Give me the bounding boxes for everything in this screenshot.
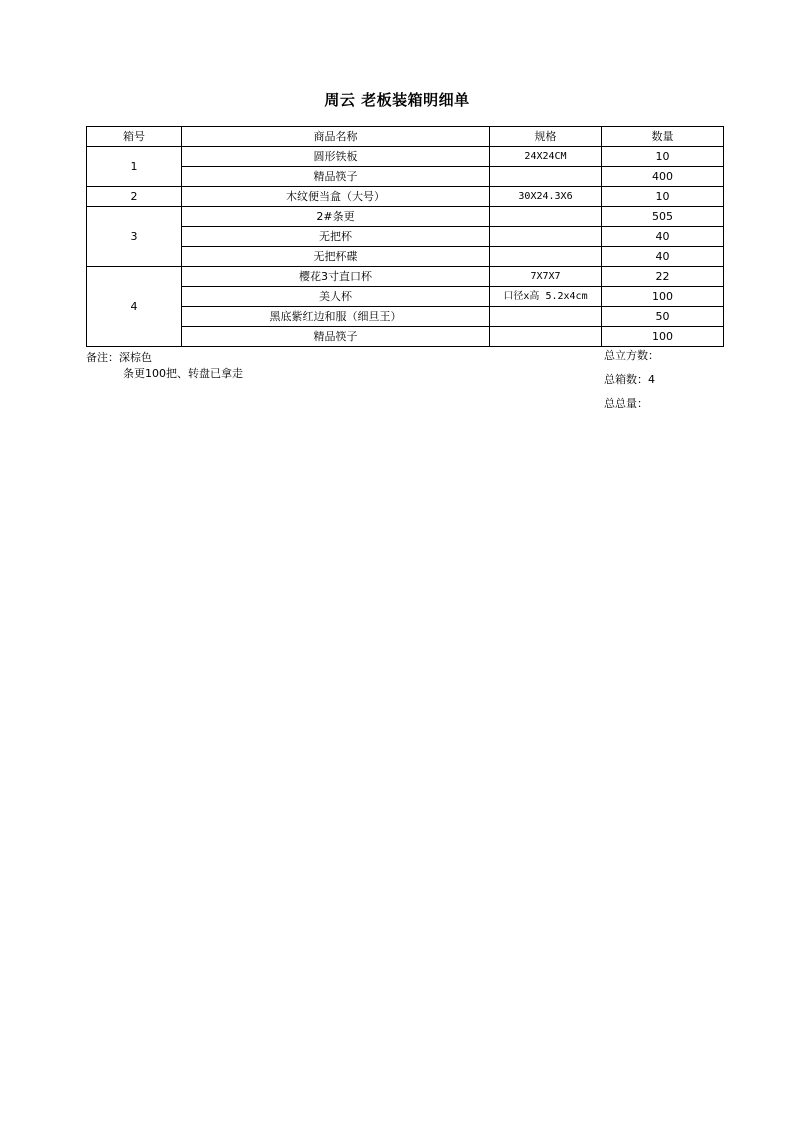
remarks-block (86, 350, 243, 382)
summary-block (604, 348, 659, 420)
product-name-cell: 樱花3寸直口杯 (182, 267, 490, 287)
remarks-text-1: 深棕色 (119, 351, 152, 364)
product-name-cell: 精品筷子 (182, 327, 490, 347)
quantity-cell: 100 (602, 327, 724, 347)
table-row (87, 147, 724, 167)
quantity-cell: 22 (602, 267, 724, 287)
remarks-text-2: 条更100把、转盘已拿走 (123, 367, 243, 380)
table-row (87, 247, 724, 267)
header-spec: 规格 (490, 127, 602, 147)
table-header-row (87, 127, 724, 147)
spec-cell: 30X24.3X6 (490, 187, 602, 207)
box-number-cell: 4 (87, 267, 182, 347)
product-name-cell: 木纹便当盒（大号） (182, 187, 490, 207)
total-quantity: 总总量： (604, 397, 648, 410)
table-row (87, 307, 724, 327)
table-row (87, 167, 724, 187)
table-row (87, 327, 724, 347)
product-name-cell: 黑底紫红边和服（细旦王） (182, 307, 490, 327)
header-box-number: 箱号 (87, 127, 182, 147)
quantity-cell: 40 (602, 227, 724, 247)
product-name-cell: 精品筷子 (182, 167, 490, 187)
spec-cell: 24X24CM (490, 147, 602, 167)
quantity-cell: 505 (602, 207, 724, 227)
table-row (87, 207, 724, 227)
box-number-cell: 1 (87, 147, 182, 187)
table-row (87, 287, 724, 307)
table-row (87, 227, 724, 247)
total-boxes: 总箱数：4 (604, 373, 655, 386)
box-number-cell: 3 (87, 207, 182, 267)
spec-cell (490, 167, 602, 187)
spec-cell (490, 327, 602, 347)
quantity-cell: 400 (602, 167, 724, 187)
quantity-cell: 40 (602, 247, 724, 267)
spec-cell: 7X7X7 (490, 267, 602, 287)
product-name-cell: 圆形铁板 (182, 147, 490, 167)
product-name-cell: 无把杯 (182, 227, 490, 247)
header-quantity: 数量 (602, 127, 724, 147)
table-row (87, 187, 724, 207)
box-number-cell: 2 (87, 187, 182, 207)
remarks-label: 备注： (86, 351, 119, 364)
spec-cell (490, 247, 602, 267)
table-row (87, 267, 724, 287)
spec-cell: 口径x高 5.2x4cm (490, 287, 602, 307)
quantity-cell: 50 (602, 307, 724, 327)
header-product-name: 商品名称 (182, 127, 490, 147)
document-title: 周云 老板装箱明细单 (324, 91, 470, 109)
spec-cell (490, 227, 602, 247)
product-name-cell: 美人杯 (182, 287, 490, 307)
quantity-cell: 100 (602, 287, 724, 307)
product-name-cell: 2#条更 (182, 207, 490, 227)
quantity-cell: 10 (602, 147, 724, 167)
spec-cell (490, 307, 602, 327)
packing-list-table (86, 126, 724, 347)
total-volume: 总立方数： (604, 349, 659, 362)
product-name-cell: 无把杯碟 (182, 247, 490, 267)
remarks-line-1 (86, 350, 243, 366)
spec-cell (490, 207, 602, 227)
quantity-cell: 10 (602, 187, 724, 207)
